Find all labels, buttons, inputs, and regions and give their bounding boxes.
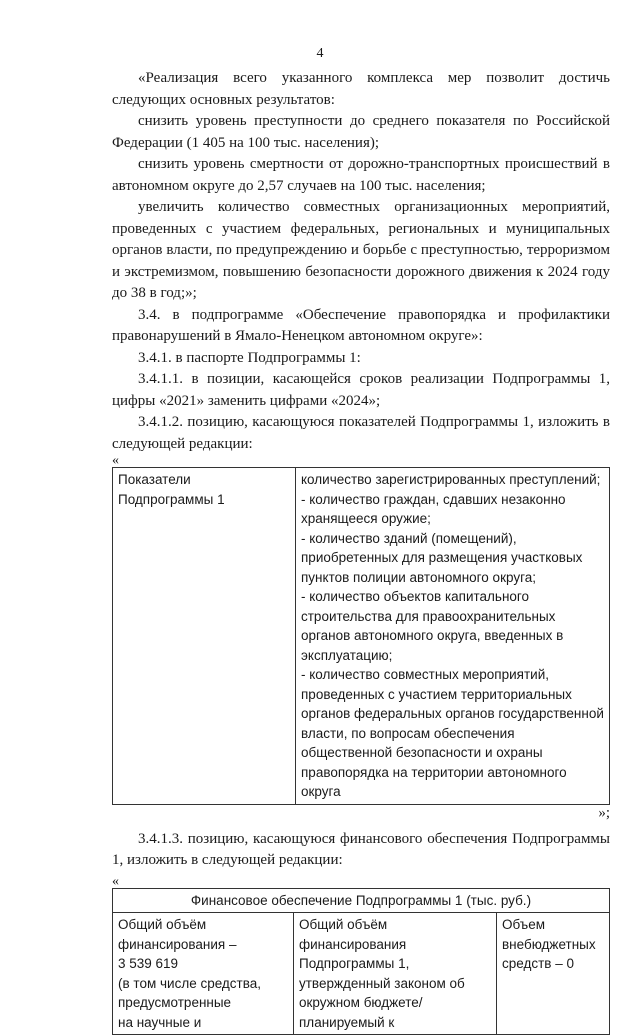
financing-text-line: Подпрограммы 1, [299, 954, 491, 974]
financing-extrabudget-cell [497, 913, 610, 1035]
financing-text-line: утвержденный законом об [299, 974, 491, 994]
paragraph-results-intro: «Реализация всего указанного комплекса мер позволит достичь следующих основных результатов: [112, 68, 610, 111]
indicators-label-line1: Показатели [118, 470, 290, 490]
paragraph-joint-events: увеличить количество совместных организационных мероприятий, проведенных с участием федеральных, региональных и муниципальных органов власти, по предупреждению и борьбе с преступностью, терроризмом и экстремизмом, повышению безопасности дорожного движения к 2024 году до 38 в год;»; [112, 197, 610, 305]
financing-text-line: на научные и [118, 1013, 288, 1033]
paragraph-3-4-1-2: 3.4.1.2. позицию, касающуюся показателей Подпрограммы 1, изложить в следующей редакции: [112, 412, 610, 455]
indicators-label-cell [113, 468, 296, 805]
paragraph-3-4-1: 3.4.1. в паспорте Подпрограммы 1: [112, 348, 610, 370]
financing-text-line: Объем [502, 915, 604, 935]
financing-text-line: планируемый к [299, 1013, 491, 1033]
indicators-list-cell [296, 468, 610, 805]
financing-text-line: Общий объём [299, 915, 491, 935]
quote-open-mark-2: « [112, 876, 610, 888]
paragraph-crime-level: снизить уровень преступности до среднего показателя по Российской Федерации (1 405 на 100 тыс. населения); [112, 111, 610, 154]
paragraph-3-4: 3.4. в подпрограмме «Обеспечение правопорядка и профилактики правонарушений в Ямало-Ненецком автономном округе»: [112, 305, 610, 348]
indicators-label-line2: Подпрограммы 1 [118, 490, 290, 510]
financing-text-line: окружном бюджете/ [299, 993, 491, 1013]
financing-table [112, 888, 610, 1035]
financing-text-line: предусмотренные [118, 993, 288, 1013]
page-number: 4 [0, 46, 640, 62]
indicator-item: - количество совместных мероприятий, проведенных с участием территориальных органов федеральных органов государственной власти, по вопросам обеспечения общественной безопасности и охраны правопорядка на территории автономного округа [301, 665, 604, 802]
paragraph-3-4-1-3: 3.4.1.3. позицию, касающуюся финансового обеспечения Подпрограммы 1, изложить в следующей редакции: [112, 829, 610, 872]
financing-table-header: Финансовое обеспечение Подпрограммы 1 (тыс. руб.) [113, 888, 610, 913]
financing-text-line: финансирования – [118, 935, 288, 955]
financing-text-line: средств – 0 [502, 954, 604, 974]
quote-open-mark: « [112, 455, 610, 467]
indicator-item: - количество граждан, сдавших незаконно хранящееся оружие; [301, 490, 604, 529]
financing-total-cell [113, 913, 294, 1035]
quote-close-mark: »; [112, 805, 610, 821]
financing-text-line: (в том числе средства, [118, 974, 288, 994]
indicator-item: количество зарегистрированных преступлений; [301, 470, 604, 490]
financing-approved-cell [294, 913, 497, 1035]
paragraph-road-mortality: снизить уровень смертности от дорожно-транспортных происшествий в автономном округе до 2,57 случаев на 100 тыс. населения; [112, 154, 610, 197]
document-body [112, 68, 610, 1035]
indicator-item: - количество объектов капитального строительства для правоохранительных органов автономного округа, введенных в эксплуатацию; [301, 587, 604, 665]
financing-text-line: внебюджетных [502, 935, 604, 955]
financing-text-line: Общий объём [118, 915, 288, 935]
financing-text-line: 3 539 619 [118, 954, 288, 974]
indicators-table [112, 467, 610, 805]
indicator-item: - количество зданий (помещений), приобретенных для размещения участковых пунктов полиции автономного округа; [301, 529, 604, 588]
financing-text-line: финансирования [299, 935, 491, 955]
paragraph-3-4-1-1: 3.4.1.1. в позиции, касающейся сроков реализации Подпрограммы 1, цифры «2021» заменить цифрами «2024»; [112, 369, 610, 412]
